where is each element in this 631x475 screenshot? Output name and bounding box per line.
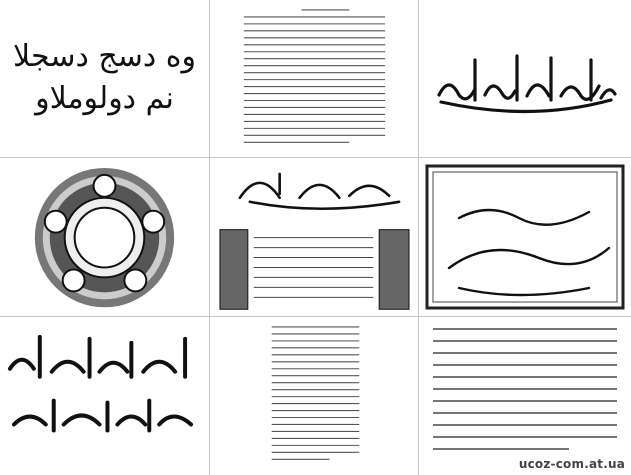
framed-calligraphy-sample <box>419 158 631 317</box>
manuscript-page-image-2 <box>210 317 418 474</box>
typed-arabic-sample <box>0 0 210 158</box>
manuscript-page-image <box>210 0 418 157</box>
manuscript-page-sample <box>210 0 419 158</box>
bold-calligraphy-sample <box>0 317 210 475</box>
rosette-image <box>0 158 209 316</box>
bold-calligraphy-image <box>0 317 209 474</box>
manuscript-page-sample-2 <box>210 317 419 475</box>
calligraphy-name-image <box>419 0 631 158</box>
decorated-document-image <box>210 158 418 316</box>
annotated-text-sample <box>419 317 631 475</box>
framed-calligraphy-image <box>419 158 631 317</box>
typed-arabic-line-2: نم دولوملاو <box>35 81 174 116</box>
annotated-text-image <box>419 317 631 475</box>
decorated-document-sample <box>210 158 419 317</box>
calligraphy-name-sample <box>419 0 631 158</box>
watermark: ucoz-com.at.ua <box>518 457 625 471</box>
typed-arabic-line-1: وه دسج دسجلا <box>13 39 196 74</box>
ornamental-rosette-sample <box>0 158 210 317</box>
